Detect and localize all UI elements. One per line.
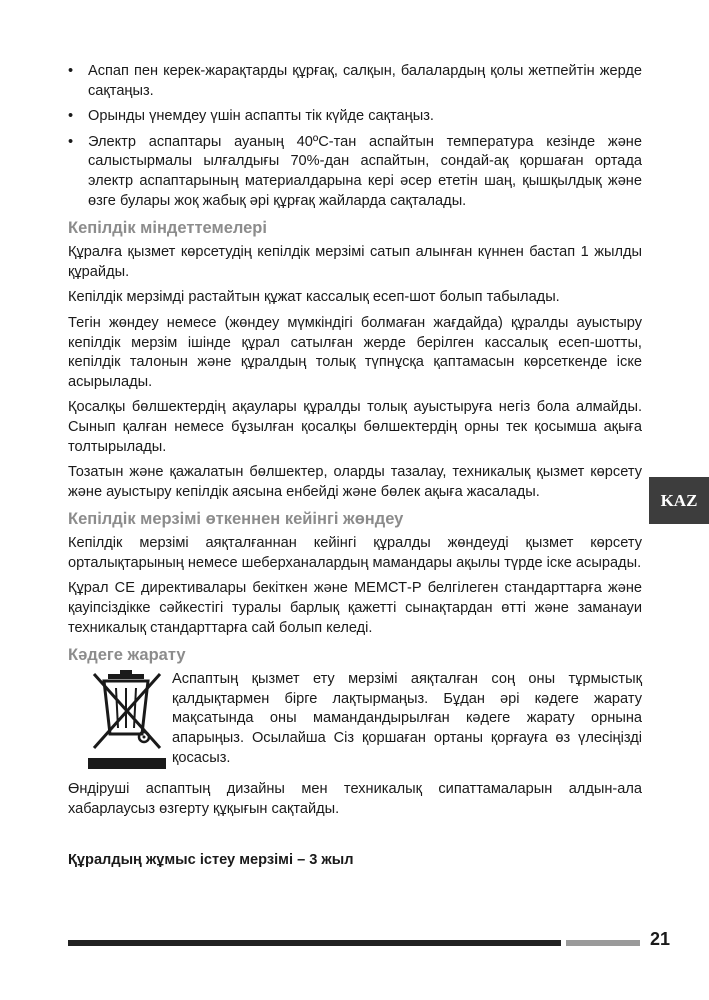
- bullet-text: Аспап пен керек-жарақтарды құрғақ, салқын, балалардың қолы жетпейтін жерде сақтаңыз.: [88, 63, 642, 99]
- bullet-icon: •: [68, 133, 74, 150]
- warranty-paragraph: Қосалқы бөлшектердің ақаулары құралды толық ауыстыруға негіз бола алмайды. Сынып қалған немесе бұзылған қосалқы бөлшектердің орны тек қосымша ақыға толтырылады.: [68, 399, 642, 455]
- service-life: Құралдың жұмыс істеу мерзімі – 3 жыл: [68, 852, 354, 869]
- language-tab: KAZ: [649, 477, 709, 524]
- post-warranty-heading: Кепілдік мерзімі өткеннен кейінгі жөндеу: [68, 510, 404, 529]
- page-number: 21: [650, 929, 671, 949]
- bullet-text: Орынды үнемдеу үшін аспапты тік күйде сақтаңыз.: [88, 108, 434, 125]
- warranty-paragraph: Құралға қызмет көрсетудің кепілдік мерзімі сатып алынған күннен бастап 1 жылды құрайды.: [68, 244, 642, 280]
- bullet-item: [68, 107, 642, 127]
- warranty-paragraph: Тозатын және қажалатын бөлшектер, оларды тазалау, техникалық қызмет көрсету және ауыстыру кепілдік аясына енбейді және бөлек ақыға жасалады.: [68, 464, 642, 500]
- footer-rule-light: [566, 940, 640, 946]
- page-content: [68, 62, 642, 871]
- bullet-item: [68, 62, 642, 101]
- footer-rule-dark: [68, 940, 561, 946]
- post-warranty-paragraph: Құрал СЕ директивалары бекіткен және МЕМСТ-Р белгілеген стандарттарға және қауіпсіздікке сәйкестігі туралы барлық қажетті сынақтардан өтті және заманауи техникалық стандарттарға сай болып келеді.: [68, 580, 642, 636]
- disposal-text: Аспаптың қызмет ету мерзімі аяқталған соң оны тұрмыстық қалдықтармен бірге лақтырмаңыз. Бұдан әрі кәдеге жарату мақсатында оны мамандандырылған кәдеге жарату орнына апарыңыз. Осылайша Сіз қоршаған ортаны қорғауға өз үлесіңізді қосасыз.: [172, 671, 642, 766]
- warranty-heading: Кепілдік міндеттемелері: [68, 219, 267, 238]
- manufacturer-note: Өндіруші аспаптың дизайны мен техникалық сипаттамаларын алдын-ала хабарлаусыз өзгерту құқығын сақтайды.: [68, 781, 642, 817]
- bullet-icon: •: [68, 108, 74, 125]
- disposal-block: [68, 670, 642, 772]
- disposal-heading: Кәдеге жарату: [68, 646, 186, 665]
- bullet-item: [68, 133, 642, 211]
- bullet-text: Электр аспаптары ауаның 40ºC-тан аспайтын температура кезінде және салыстырмалы ылғалдығы 70%-дан аспайтын, сондай-ақ қоршаған ортада электр аспаптарының материалдарына кері әсер ететін шаң, қышқылдық және өзге булары жоқ жабық әрі құрғақ жайларда сақталады.: [88, 133, 642, 209]
- warranty-paragraph: Тегін жөндеу немесе (жөндеу мүмкіндігі болмаған жағдайда) құралды ауыстыру кепілдік мерзім ішінде құрал сатылған жерде берілген кассалық есеп-шотты, кепілдік талонын және құралдың толық түпнұсқа қаптамасын көрсеткенде іске асырылады.: [68, 314, 642, 390]
- crossed-out-wheelie-bin-icon: [68, 670, 190, 772]
- warranty-paragraph: Кепілдік мерзімді растайтын құжат кассалық есеп-шот болып табылады.: [68, 289, 560, 306]
- bullet-icon: •: [68, 63, 74, 79]
- storage-bullet-list: [68, 62, 642, 211]
- post-warranty-paragraph: Кепілдік мерзімі аяқталғаннан кейінгі құралды жөндеуді қызмет көрсету орталықтарының немесе шеберханалардың мамандары ақылы түрде іске асырады.: [68, 535, 642, 571]
